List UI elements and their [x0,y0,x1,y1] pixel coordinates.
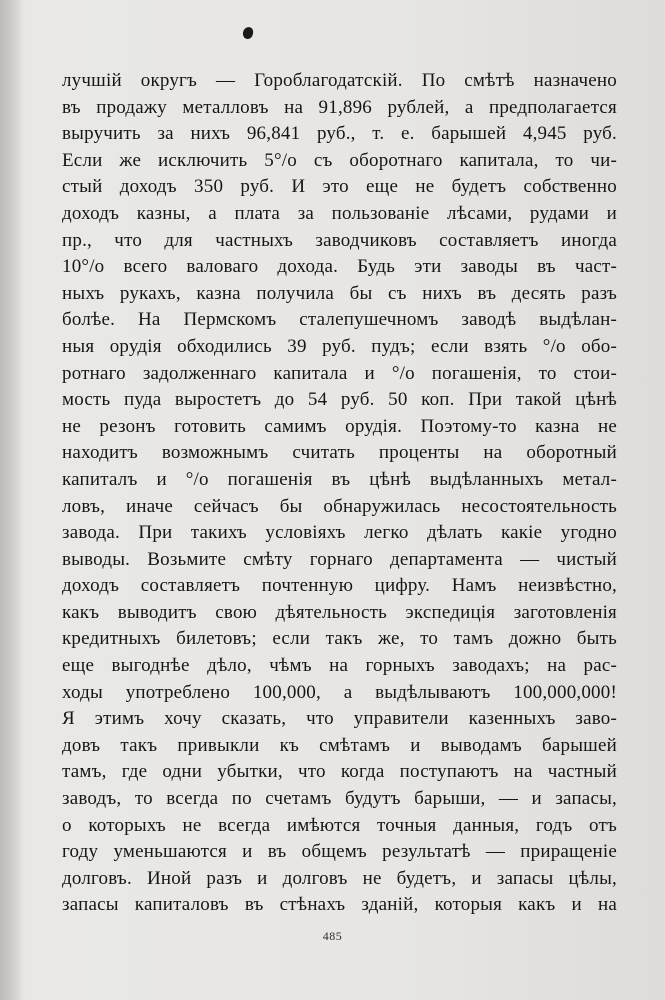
text-line: какъ выводитъ свою дѣятельность экспедиція заготовленія [62,601,617,623]
text-line: болѣе. На Пермскомъ сталепушечномъ заводѣ выдѣлан- [62,309,617,331]
text-line: Я этимъ хочу сказать, что управители казенныхъ заво- [62,708,617,730]
text-line: заводъ, то всегда по счетамъ будутъ барыши, — и запасы, [62,788,617,810]
text-line: доходъ казны, а плата за пользованіе лѣсами, рудами и [62,202,617,224]
ink-spot [242,26,254,40]
text-line: ходы употреблено 100,000, а выдѣлываютъ 100,000,000! [62,681,617,703]
text-line: запасы капиталовъ въ стѣнахъ зданій, которыя какъ и на [62,894,617,916]
text-line: кредитныхъ билетовъ; если такъ же, то тамъ дожно быть [62,628,617,650]
body-text [62,68,617,919]
text-line: выводы. Возьмите смѣту горнаго департамента — чистый [62,548,617,570]
text-line: о которыхъ не всегда имѣются точныя данныя, годъ отъ [62,814,617,836]
text-line: долговъ. Иной разъ и долговъ не будетъ, и запасы цѣлы, [62,867,617,889]
text-line: 10°/о всего валоваго дохода. Будь эти заводы въ част- [62,256,617,278]
text-line: тамъ, где одни убытки, что когда поступаютъ на частный [62,761,617,783]
page-number: 485 [322,929,343,943]
text-line: ловъ, иначе сейчасъ бы обнаружилась несостоятельность [62,495,617,517]
text-line: доходъ составляетъ почтенную цифру. Намъ неизвѣстно, [62,575,617,597]
text-line: капиталъ и °/о погашенія въ цѣнѣ выдѣланныхъ метал- [62,468,617,490]
text-line: въ продажу металловъ на 91,896 рублей, а предполагается [62,96,617,118]
text-line: находитъ возможнымъ считать проценты на оборотный [62,442,617,464]
text-line: Если же исключить 5°/о съ оборотнаго капитала, то чи- [62,149,617,171]
text-line: выручить за нихъ 96,841 руб., т. е. барышей 4,945 руб. [62,123,617,145]
text-line: лучшій округъ — Гороблагодатскій. По смѣтѣ назначено [62,70,617,91]
text-line: не резонъ готовить самимъ орудія. Поэтому-то казна не [62,415,617,437]
text-line: еще выгоднѣе дѣло, чѣмъ на горныхъ заводахъ; на рас- [62,655,617,677]
text-line: стый доходъ 350 руб. И это еще не будетъ собственно [62,176,617,198]
text-line: пр., что для частныхъ заводчиковъ составляетъ иногда [62,229,617,251]
text-line: ныхъ рукахъ, казна получила бы съ нихъ въ десять разъ [62,282,617,304]
text-line: году уменьшаются и въ общемъ результатѣ — приращеніе [62,841,617,863]
text-line: мость пуда выростетъ до 54 руб. 50 коп. При такой цѣнѣ [62,389,617,411]
text-line: завода. При такихъ условіяхъ легко дѣлать какіе угодно [62,522,617,544]
text-line: ротнаго задолженнаго капитала и °/о погашенія, то стои- [62,362,617,384]
text-line: ныя орудія обходились 39 руб. пудъ; если взять °/о обо- [62,335,617,357]
text-line: довъ такъ привыкли къ смѣтамъ и выводамъ барышей [62,734,617,756]
